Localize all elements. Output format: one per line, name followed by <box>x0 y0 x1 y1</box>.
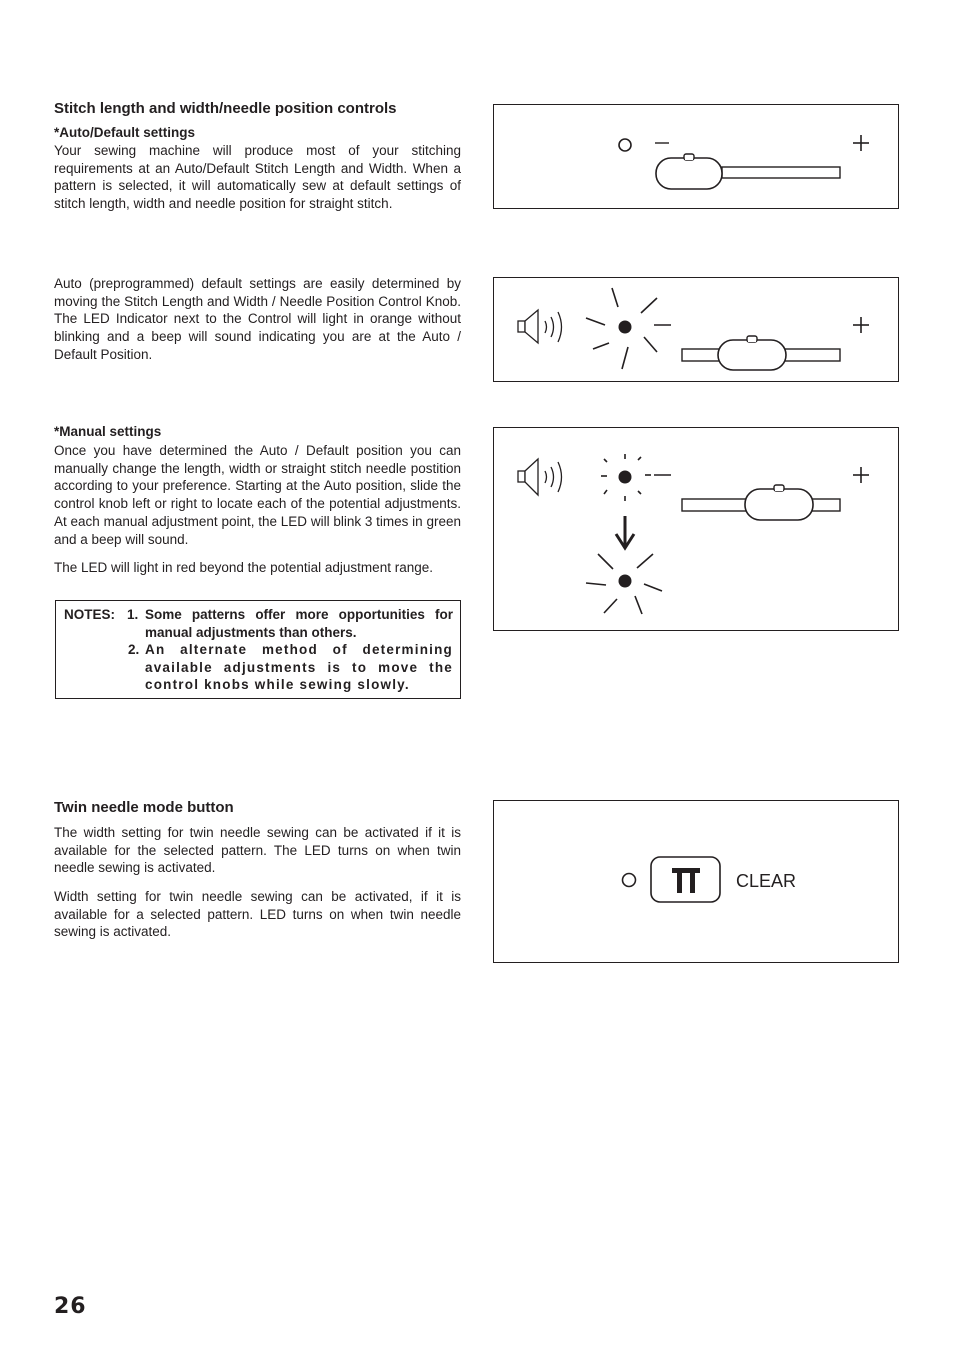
arrow-down-icon <box>616 516 634 548</box>
paragraph-twin-needle-1: The width setting for twin needle sewing can be activated if it is available for the selected pattern. The LED turns on when twin needle sewing is activated. <box>54 825 461 876</box>
note-text-2: An alternate method of determining available adjustments is to move the control knobs while sewing slowly. <box>145 642 453 692</box>
paragraph-manual-settings: Once you have determined the Auto / Default position you can manually change the length, width or straight stitch needle postition according to your preference. Starting at the Auto position, slide the control knob left or right to locate each of the potential adjustments. At each manual adjustment point, the LED will blink 3 times in green and a beep will sound. <box>54 443 461 547</box>
notes-box <box>55 600 461 699</box>
slider-knob <box>718 336 786 370</box>
note-text-1: Some patterns offer more opportunities for manual adjustments than others. <box>145 607 453 640</box>
slider-knob <box>656 154 722 189</box>
figure-twin-needle-button <box>493 800 899 963</box>
led-lit-icon <box>586 554 662 614</box>
note-number-1: 1. <box>127 607 139 622</box>
paragraph-red-led: The LED will light in red beyond the potential adjustment range. <box>54 560 433 575</box>
led-steady-on-icon <box>586 288 671 369</box>
figure-auto-position-beep <box>493 277 899 382</box>
plus-icon <box>853 135 869 151</box>
plus-icon <box>853 467 869 483</box>
subheading-manual-settings: *Manual settings <box>54 424 162 439</box>
slider-track <box>722 167 840 178</box>
slider-knob <box>745 485 813 520</box>
note-number-2: 2. <box>128 642 140 657</box>
section-heading-twin-needle: Twin needle mode button <box>54 799 234 816</box>
led-blinking-icon <box>601 454 671 501</box>
notes-label: NOTES: <box>64 607 116 622</box>
plus-icon <box>853 317 869 333</box>
paragraph-auto-determined: Auto (preprogrammed) default settings are easily determined by moving the Stitch Length and Width / Needle Position Control Knob. The LED Indicator next to the Control will light in orange without blinking and a beep will sound indicating you are at the Auto / Default Position. <box>54 276 461 362</box>
clear-label: CLEAR <box>736 871 797 891</box>
paragraph-twin-needle-2: Width setting for twin needle sewing can be activated, if it is available for a selected pattern. LED turns on when twin needle sewing is activated. <box>54 889 461 940</box>
twin-needle-button[interactable] <box>651 857 720 902</box>
beep-speaker-icon <box>518 310 562 343</box>
led-off-icon <box>623 874 636 887</box>
subheading-auto-default: *Auto/Default settings <box>54 125 196 140</box>
beep-speaker-icon <box>518 459 562 495</box>
page-number: 26 <box>54 1294 87 1319</box>
led-off-icon <box>619 139 631 151</box>
paragraph-auto-default: Your sewing machine will produce most of your stitching requirements at an Auto/Default Stitch Length and Width. When a pattern is selected, it will automatically sew at default settings of stitch length, width and needle position for straight stitch. <box>54 143 461 212</box>
section-heading-stitch-controls: Stitch length and width/needle position controls <box>54 100 397 117</box>
figure-auto-default-slider <box>493 104 899 209</box>
figure-manual-adjustment-blink <box>493 427 899 631</box>
